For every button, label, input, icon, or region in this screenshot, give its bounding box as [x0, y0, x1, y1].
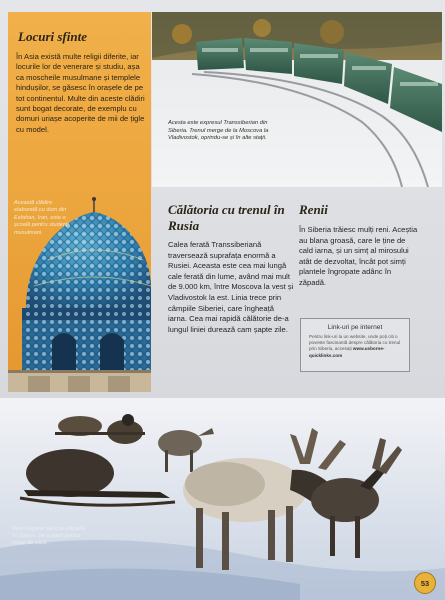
reindeer-sled-photo — [0, 398, 445, 600]
reindeer-text: În Siberia trăiesc mulți reni. Aceștia au blana groasă, care le ține de cald iarna, și un simț al mirosului atât de dezvoltat, încât pot simți plantele îngropate adânc în zăpadă. — [299, 225, 418, 287]
holy-places-title: Locuri sfinte — [18, 29, 87, 44]
reindeer-photo-caption: Reni trăgând sănii pe zăpadă, în Siberia, pe o pistă pentru curse de sănii. — [12, 526, 87, 547]
reindeer-title: Renii — [299, 202, 328, 217]
dome-photo-caption: Această clădire elaborată cu dom din Esfahan, Iran, este o școală pentru studenți musulmani. — [14, 200, 69, 236]
train-photo-caption: Acesta este expresul Transsiberian din Siberia. Trenul merge de la Moscova la Vladivostok, oprindu-se și în alte stații. — [168, 120, 269, 142]
train-journey-title: Călătoria cu trenul în Rusia — [168, 202, 285, 233]
train-photo — [152, 12, 442, 187]
train-journey-text: Calea ferată Transsiberiană traversează suprafața enormă a Rusiei. Aceasta este cea mai lungă cale ferată din lume, având mai mult de 9.000 km, între Moscova la vest și Vladivostok la est. Linia trece prin câmpiile Siberiei, care îngheață iarna. Cea mai rapidă călătorie de-a lungul liniei durează cam șapte zile. — [168, 240, 294, 334]
internet-links-title: Link-uri pe internet — [327, 324, 383, 331]
holy-places-text: În Asia există multe religii diferite, iar locurile lor de venerare și studiu, așa ca moscheile musulmane și templele hindușilor, se găsesc în orașele de pe tot continentul. Multe din aceste clădiri sunt bogat decorate, de exemplu cu domuri uriașe acoperite de mii de țigle cu model. — [16, 52, 145, 134]
internet-links-box — [300, 318, 410, 372]
reindeer-sled-illustration — [0, 398, 445, 600]
trans-siberian-train-illustration — [152, 12, 442, 187]
internet-links-text — [309, 334, 403, 359]
internet-links-description: Pentru link-uri la un website, unde poți citi o poveste fascinantă despre călătoria cu trenul prin Siberia, accesați — [309, 334, 401, 352]
page-number-badge: 53 — [414, 572, 436, 594]
quicklinks-url[interactable]: www.usborne-quicklinks.com — [309, 346, 385, 358]
